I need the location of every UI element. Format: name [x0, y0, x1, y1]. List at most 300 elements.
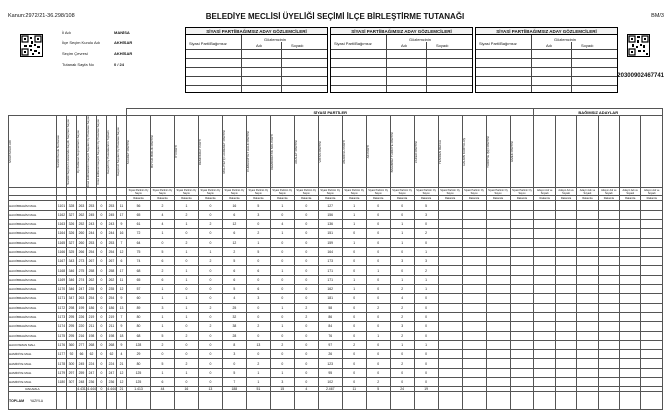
party-votes-cell: 0 — [198, 359, 222, 368]
party-votes-cell: 0 — [270, 285, 294, 294]
independent-votes-cell — [620, 294, 641, 303]
independent-votes-cell — [620, 247, 641, 256]
party-votes-cell — [438, 331, 462, 340]
total-cell: 21 — [117, 387, 127, 392]
party-votes-cell: 89 — [127, 303, 151, 312]
party-votes-cell — [438, 303, 462, 312]
party-subheader: Siyasi Partinin Oy Sayısı — [246, 188, 270, 196]
independent-votes-cell — [598, 340, 619, 349]
observer-box-title: SİYASİ PARTİ/BAĞIMSIZ ADAY GÖZLEMCİLERİ — [476, 28, 617, 35]
party-votes-cell: 80 — [127, 322, 151, 331]
total-cell: 15 — [270, 387, 294, 392]
total-words-cell — [294, 392, 318, 410]
party-votes-cell — [462, 378, 486, 387]
table-cell: 297 — [67, 368, 77, 377]
party-votes-cell — [438, 368, 462, 377]
table-cell: 254 — [87, 294, 97, 303]
table-cell: HACIİBRAHİM MAH. — [9, 303, 57, 312]
party-header — [486, 116, 510, 188]
total-words-cell — [174, 392, 198, 410]
independent-header — [577, 116, 598, 188]
table-cell: 0 — [97, 275, 107, 284]
party-name: ANADOLU PARTİ — [341, 139, 346, 164]
rakamla-subheader: Rakamla — [510, 196, 534, 201]
party-votes-cell — [438, 350, 462, 359]
party-header — [462, 116, 486, 188]
party-votes-cell: 1 — [246, 378, 270, 387]
party-votes-cell: 0 — [366, 322, 390, 331]
party-name: EMEK PARTİSİ — [509, 141, 514, 163]
party-votes-cell — [438, 266, 462, 275]
party-votes-cell — [462, 359, 486, 368]
independent-votes-cell — [598, 368, 619, 377]
rakamla-subheader: Rakamla — [390, 196, 414, 201]
independent-votes-cell — [620, 303, 641, 312]
party-votes-cell: 1 — [414, 247, 438, 256]
rakamla-subheader: Rakamla — [620, 196, 641, 201]
party-name: DEMOKRAT PARTİ — [197, 138, 202, 165]
table-cell: 325 — [67, 247, 77, 256]
independent-votes-cell — [620, 275, 641, 284]
party-votes-cell: 1 — [390, 340, 414, 349]
table-cell: 16 — [117, 229, 127, 238]
party-votes-cell: 0 — [294, 257, 318, 266]
table-cell: HACIİBRAHİM MAH. — [9, 331, 57, 340]
table-cell: 66 — [77, 350, 87, 359]
independent-votes-cell — [534, 210, 555, 219]
table-cell: 245 — [77, 359, 87, 368]
party-votes-cell — [462, 303, 486, 312]
party-votes-cell — [510, 350, 534, 359]
table-cell: 9 — [117, 219, 127, 228]
column-header — [107, 116, 117, 188]
table-cell: 0 — [97, 350, 107, 359]
party-votes-cell: 0 — [270, 257, 294, 266]
party-votes-cell: 56 — [127, 201, 151, 210]
independent-votes-cell — [534, 257, 555, 266]
table-cell: HACIİBRAHİM MAH. — [9, 275, 57, 284]
party-votes-cell — [438, 257, 462, 266]
party-votes-cell: 1 — [390, 275, 414, 284]
party-votes-cell: 1 — [270, 368, 294, 377]
subheader-blank — [87, 188, 97, 196]
independent-votes-cell — [641, 247, 663, 256]
rakamla-subheader: Rakamla — [222, 196, 246, 201]
table-cell: 245 — [87, 210, 97, 219]
table-cell: 186 — [87, 303, 97, 312]
party-votes-cell: 0 — [414, 322, 438, 331]
subheader-blank — [57, 188, 67, 196]
party-votes-cell: 0 — [198, 238, 222, 247]
party-votes-cell: 32 — [222, 312, 246, 321]
independent-votes-cell — [534, 238, 555, 247]
party-votes-cell — [486, 322, 510, 331]
independent-votes-cell — [641, 350, 663, 359]
table-cell: 326 — [67, 219, 77, 228]
total-words-cell — [620, 392, 641, 410]
party-votes-cell: 3 — [246, 210, 270, 219]
independent-votes-cell — [534, 201, 555, 210]
independent-votes-cell — [577, 247, 598, 256]
party-name: YENİDEN REFAH — [437, 139, 442, 164]
party-votes-cell: 2 — [246, 359, 270, 368]
table-cell: 327 — [67, 210, 77, 219]
party-name: MİLLİYETÇİ HAREKET PARTİSİ — [221, 129, 226, 174]
party-subheader: Siyasi Partinin Oy Sayısı — [486, 188, 510, 196]
party-subheader: Siyasi Partinin Oy Sayısı — [366, 188, 390, 196]
table-cell: HACIİBRAHİM MAH. — [9, 210, 57, 219]
independent-votes-cell — [620, 359, 641, 368]
independent-votes-cell — [620, 322, 641, 331]
party-votes-cell: 0 — [198, 285, 222, 294]
party-name: CUMHURİYET HALK PARTİSİ — [245, 131, 250, 173]
table-cell: 21 — [117, 359, 127, 368]
column-header — [97, 116, 107, 188]
party-votes-cell: 5 — [222, 285, 246, 294]
party-votes-cell — [510, 210, 534, 219]
party-votes-cell: 0 — [198, 368, 222, 377]
party-votes-cell: 0 — [366, 257, 390, 266]
independent-votes-cell — [555, 350, 576, 359]
party-votes-cell: 75 — [127, 247, 151, 256]
party-votes-cell: 181 — [318, 294, 342, 303]
party-votes-cell: 1 — [150, 312, 174, 321]
party-votes-cell: 0 — [414, 359, 438, 368]
independent-votes-cell — [577, 266, 598, 275]
table-cell: 1173 — [57, 312, 67, 321]
total-cell: 4.431 — [77, 387, 86, 392]
independent-votes-cell — [534, 378, 555, 387]
table-row — [9, 219, 663, 228]
party-votes-cell: 0 — [342, 359, 366, 368]
party-votes-cell — [438, 238, 462, 247]
table-cell: 1164 — [57, 229, 67, 238]
rakamla-subheader: Rakamla — [534, 196, 555, 201]
party-votes-cell: 1 — [150, 294, 174, 303]
party-name: HALKIN KURTULUŞ — [461, 137, 466, 166]
party-votes-cell: 0 — [246, 219, 270, 228]
table-cell: 274 — [77, 275, 87, 284]
party-votes-cell: 2 — [414, 266, 438, 275]
table-row — [9, 368, 663, 377]
party-votes-cell — [462, 350, 486, 359]
party-votes-cell: 0 — [342, 303, 366, 312]
party-votes-cell — [486, 266, 510, 275]
table-cell: 0 — [97, 285, 107, 294]
independent-votes-cell — [641, 312, 663, 321]
party-votes-cell: 25 — [222, 303, 246, 312]
party-votes-cell: 6 — [222, 210, 246, 219]
total-cell: 16 — [174, 387, 198, 392]
table-cell: 258 — [107, 266, 117, 275]
party-votes-cell: 0 — [366, 219, 390, 228]
party-votes-cell: 2 — [150, 266, 174, 275]
independent-votes-cell — [620, 312, 641, 321]
info-label: Tutanak Sayfa No — [62, 62, 94, 67]
independent-votes-cell — [620, 201, 641, 210]
party-votes-cell — [438, 275, 462, 284]
total-words-cell — [510, 392, 534, 410]
table-cell: 263 — [77, 201, 87, 210]
independent-votes-cell — [641, 229, 663, 238]
total-cell: 188 — [222, 387, 246, 392]
table-cell: 252 — [77, 219, 87, 228]
total-rakamla-label: RAKAMLA — [9, 387, 57, 392]
party-header — [222, 116, 246, 188]
table-cell: 235 — [87, 285, 97, 294]
independent-header — [641, 116, 663, 188]
page-title: BELEDİYE MECLİSİ ÜYELİĞİ SEÇİMİ İLÇE BİRLEŞTİRME TUTANAĞI — [205, 12, 465, 21]
party-header — [174, 116, 198, 188]
rakamla-subheader: Rakamla — [555, 196, 576, 201]
table-cell: 6 — [117, 257, 127, 266]
party-header — [270, 116, 294, 188]
party-votes-cell: 1 — [246, 368, 270, 377]
independent-votes-cell — [555, 229, 576, 238]
independent-votes-cell — [555, 312, 576, 321]
total-words-cell — [67, 392, 77, 410]
party-votes-cell: 6 — [222, 229, 246, 238]
table-cell: 1174 — [57, 322, 67, 331]
party-name: SAADET PARTİSİ — [126, 139, 130, 164]
independent-votes-cell — [577, 285, 598, 294]
table-cell: 1167 — [57, 257, 67, 266]
table-cell: HACIİBRAHİM MAH. — [9, 294, 57, 303]
party-votes-cell: 1 — [246, 238, 270, 247]
party-votes-cell: 57 — [127, 285, 151, 294]
table-cell: 1177 — [57, 350, 67, 359]
independent-subheader: Adayın Adı ve Soyadı — [555, 188, 576, 196]
independent-votes-cell — [577, 294, 598, 303]
independent-votes-cell — [555, 322, 576, 331]
party-votes-cell: 26 — [318, 350, 342, 359]
table-cell: 199 — [77, 303, 87, 312]
table-cell: 328 — [67, 201, 77, 210]
party-votes-cell: 2 — [246, 322, 270, 331]
table-cell: 1176 — [57, 340, 67, 349]
table-cell: 211 — [107, 322, 117, 331]
info-value: AKHİSAR — [114, 51, 133, 56]
section-parties-header: SİYASİ PARTİLER — [127, 109, 534, 116]
total-cell: 2.467 — [318, 387, 342, 392]
party-votes-cell: 0 — [270, 238, 294, 247]
total-words-cell — [366, 392, 390, 410]
party-votes-cell: 2 — [222, 247, 246, 256]
party-votes-cell: 0 — [366, 238, 390, 247]
party-votes-cell — [486, 331, 510, 340]
column-header-text: Geçerli Oy Pusulalarının Toplamı — [106, 129, 110, 174]
party-votes-cell: 1 — [174, 294, 198, 303]
party-subheader: Siyasi Partinin Oy Sayısı — [438, 188, 462, 196]
rakamla-subheader: Rakamla — [294, 196, 318, 201]
party-votes-cell — [462, 368, 486, 377]
independent-votes-cell — [598, 331, 619, 340]
total-cell: 13 — [198, 387, 222, 392]
party-votes-cell — [510, 303, 534, 312]
independent-votes-cell — [577, 219, 598, 228]
total-cell: 51 — [246, 387, 270, 392]
table-cell: 275 — [77, 266, 87, 275]
column-header — [67, 116, 77, 188]
rakamla-subheader: Rakamla — [366, 196, 390, 201]
party-votes-cell: 156 — [318, 210, 342, 219]
party-votes-cell — [438, 201, 462, 210]
rakamla-subheader: Rakamla — [577, 196, 598, 201]
party-votes-cell: 0 — [342, 312, 366, 321]
party-votes-cell — [438, 378, 462, 387]
independent-votes-cell — [577, 368, 598, 377]
party-votes-cell: 0 — [174, 257, 198, 266]
independent-votes-cell — [534, 359, 555, 368]
party-votes-cell: 16 — [222, 201, 246, 210]
independent-votes-cell — [534, 303, 555, 312]
table-cell: 1166 — [57, 247, 67, 256]
table-cell: 267 — [107, 257, 117, 266]
observer-box-2 — [330, 27, 473, 93]
party-votes-cell: 162 — [318, 285, 342, 294]
independent-votes-cell — [555, 285, 576, 294]
party-subheader: Siyasi Partinin Oy Sayısı — [222, 188, 246, 196]
independent-votes-cell — [641, 368, 663, 377]
total-cell: 44 — [150, 387, 174, 392]
table-cell: 0 — [97, 201, 107, 210]
law-code: Kanun:2972/21-36.298/108 — [8, 13, 75, 19]
table-row — [9, 303, 663, 312]
party-votes-cell: 0 — [414, 312, 438, 321]
party-votes-cell: 0 — [390, 350, 414, 359]
table-cell: 243 — [107, 219, 117, 228]
spacer-cell — [9, 109, 127, 116]
party-votes-cell: 0 — [294, 340, 318, 349]
total-words-cell — [414, 392, 438, 410]
table-cell: HACIOSMAN MAH. — [9, 340, 57, 349]
independent-votes-cell — [534, 350, 555, 359]
column-header-text: MUHTARLIK ADI — [8, 140, 12, 164]
table-cell: 235 — [107, 285, 117, 294]
column-header-text: İtiraz Edilmeksizin Geçerli Sayılan Oy Pusulası Sayısı — [86, 116, 90, 188]
party-votes-cell: 1 — [342, 219, 366, 228]
table-cell: 9 — [117, 340, 127, 349]
table-cell: 1175 — [57, 331, 67, 340]
party-subheader: Siyasi Partinin Oy Sayısı — [294, 188, 318, 196]
party-votes-cell — [486, 247, 510, 256]
party-votes-cell: 128 — [127, 340, 151, 349]
table-cell: 244 — [87, 229, 97, 238]
party-votes-cell: 0 — [342, 257, 366, 266]
subheader-blank — [107, 188, 117, 196]
table-cell: 346 — [67, 266, 77, 275]
independent-subheader: Adayın Adı ve Soyadı — [577, 188, 598, 196]
column-header-text: Geçersiz Sayılan Oy Pusulası Sayısı — [116, 127, 120, 177]
party-votes-cell: 1 — [174, 312, 198, 321]
table-cell: 263 — [77, 294, 87, 303]
table-cell: 224 — [87, 359, 97, 368]
party-votes-cell: 1 — [150, 322, 174, 331]
table-cell: 226 — [77, 312, 87, 321]
party-header — [246, 116, 270, 188]
party-subheader: Siyasi Partinin Oy Sayısı — [127, 188, 151, 196]
table-row — [9, 285, 663, 294]
party-votes-cell: 1 — [174, 247, 198, 256]
independent-votes-cell — [641, 285, 663, 294]
party-votes-cell — [438, 312, 462, 321]
party-name: AK PARTİ — [365, 144, 370, 159]
total-words-cell — [127, 392, 151, 410]
total-words-cell — [342, 392, 366, 410]
independent-votes-cell — [598, 378, 619, 387]
table-cell: HAMİDİYE MAH. — [9, 350, 57, 359]
party-votes-cell: 6 — [150, 275, 174, 284]
table-cell: 254 — [107, 247, 117, 256]
table-cell: HACIİBRAHİM MAH. — [9, 266, 57, 275]
total-words-cell — [555, 392, 576, 410]
party-votes-cell: 0 — [390, 210, 414, 219]
party-votes-cell — [510, 275, 534, 284]
independent-votes-cell — [620, 340, 641, 349]
total-cell: 4.444 — [107, 387, 116, 392]
independent-votes-cell — [577, 303, 598, 312]
yaziyla-label: YAZIYLA — [30, 398, 43, 403]
party-votes-cell: 0 — [390, 368, 414, 377]
independent-votes-cell — [641, 359, 663, 368]
party-header — [127, 116, 151, 188]
party-votes-cell: 0 — [270, 359, 294, 368]
party-votes-cell: 0 — [342, 322, 366, 331]
rakamla-subheader: Rakamla — [438, 196, 462, 201]
party-votes-cell: 0 — [342, 266, 366, 275]
table-cell: HACIİBRAHİM MAH. — [9, 219, 57, 228]
table-cell: HACIİBRAHİM MAH. — [9, 229, 57, 238]
party-header — [390, 116, 414, 188]
total-words-cell — [222, 392, 246, 410]
party-votes-cell: 0 — [414, 219, 438, 228]
independent-votes-cell — [598, 322, 619, 331]
total-words-cell — [462, 392, 486, 410]
table-cell: 236 — [107, 378, 117, 387]
table-cell: HACIİBRAHİM MAH. — [9, 257, 57, 266]
party-votes-cell — [510, 238, 534, 247]
subheader-blank — [77, 188, 87, 196]
party-votes-cell: 5 — [222, 257, 246, 266]
party-votes-cell — [510, 312, 534, 321]
independent-votes-cell — [555, 257, 576, 266]
independent-votes-cell — [534, 340, 555, 349]
party-votes-cell: 61 — [127, 219, 151, 228]
table-cell: 0 — [97, 312, 107, 321]
party-votes-cell: 0 — [342, 350, 366, 359]
party-votes-cell: 0 — [414, 238, 438, 247]
party-votes-cell: 65 — [127, 210, 151, 219]
observer-box-1 — [185, 27, 328, 93]
independent-subheader: Adayın Adı ve Soyadı — [534, 188, 555, 196]
party-votes-cell: 127 — [318, 201, 342, 210]
party-votes-cell: 0 — [294, 275, 318, 284]
party-votes-cell: 2 — [294, 303, 318, 312]
table-cell: 1169 — [57, 275, 67, 284]
party-name: ADALET PARTİSİ — [293, 139, 298, 164]
party-votes-cell: 0 — [294, 350, 318, 359]
party-votes-cell: 1 — [270, 229, 294, 238]
party-votes-cell: 136 — [318, 219, 342, 228]
independent-votes-cell — [641, 294, 663, 303]
table-cell: 343 — [67, 257, 77, 266]
name-label: Adı — [401, 43, 408, 48]
party-votes-cell: 0 — [342, 368, 366, 377]
party-votes-cell: 1 — [270, 201, 294, 210]
table-cell: 253 — [107, 201, 117, 210]
party-votes-cell — [486, 201, 510, 210]
independent-votes-cell — [641, 303, 663, 312]
